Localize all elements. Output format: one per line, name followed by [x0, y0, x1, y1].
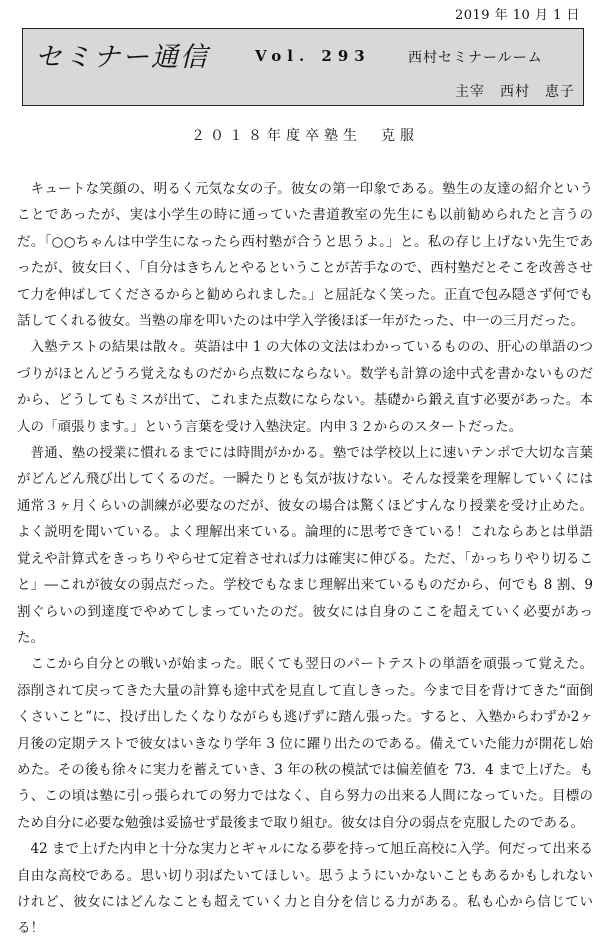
volume-number: Vol. 293	[255, 47, 371, 65]
director-name: 主宰 西村 恵子	[455, 84, 575, 100]
article-paragraph: 入塾テストの結果は散々。英語は中 1 の大体の文法はわかっているものの、肝心の単語のつづりがほとんどうろ覚えなものだから点数にならない。数学も計算の途中式を書かないものだから、どうしてもミスが出て、これまた点数にならない。基礎から鍛え直す必要があった。本人の「頑張ります。」という言葉を受け入塾決定。内申３２からのスタートだった。	[17, 339, 593, 435]
article-body	[17, 176, 593, 942]
article-paragraph: 普通、塾の授業に慣れるまでには時間がかかる。塾では学校以上に速いテンポで大切な言葉がどんどん飛び出してくるのだ。一瞬たりとも気が抜けない。そんな授業を理解していくには通常３ヶ月くらいの訓練が必要なのだが、彼女の場合は驚くほどすんなり授業を受け止めた。よく説明を聞いている。よく理解出来ている。論理的に思考できている！これならあとは単語覚えや計算式をきっちりやらせて定着させれば力は確実に伸びる。ただ、「かっちりやり切ること」―これが彼女の弱点だった。学校でもなまじ理解出来ているものだから、何でも 8 割、9 割ぐらいの到達度でやめてしまっていたのだ。彼女には自身のここを超えていく必要があった。	[17, 445, 593, 646]
newsletter-title: セミナー通信	[35, 42, 209, 73]
issue-date: 2019 年 10 月 1 日	[454, 8, 580, 23]
article-title: ２０１８年度卒塾生 克服	[191, 128, 419, 144]
newsletter-banner	[22, 28, 584, 106]
article-paragraph: 42 まで上げた内申と十分な実力とギャルになる夢を持って旭丘高校に入学。何だって出来る自由な高校である。思い切り羽ばたいてほしい。思うようにいかないこともあるかもしれないけれど、彼女にはどんなことも超えていく力と自分を信じる力がある。私も心から信じている！	[17, 841, 593, 937]
article-paragraph: ここから自分との戦いが始まった。眠くても翌日のパートテストの単語を頑張って覚えた。添削されて戻ってきた大量の計算も途中式を見直して直しきった。今まで目を背けてきた“面倒くさいこと”に、投げ出したくなりながらも逃げずに踏ん張った。すると、入塾からわずか2ヶ月後の定期テストで彼女はいきなり学年 3 位に躍り出たのである。備えていた能力が開花し始めた。その後も徐々に実力を蓄えていき、3 年の秋の模試では偏差値を 73．4 まで上げた。もう、この頃は塾に引っ張られての努力ではなく、自ら努力の出来る人間になっていた。目標のため自分に必要な勉強は妥協せず最後まで取り組む。彼女は自分の弱点を克服したのである。	[17, 656, 593, 831]
article-paragraph: キュートな笑顔の、明るく元気な女の子。彼女の第一印象である。塾生の友達の紹介ということであったが、実は小学生の時に通っていた書道教室の先生にも以前勧められたと言うのだ。「○○ちゃんは中学生になったら西村塾が合うと思うよ。」と。私の存じ上げない先生であったが、彼女曰く、「自分はきちんとやるということが苦手なので、西村塾だとそこを改善させて力を伸ばしてくださるからと勧められました。」と屈託なく笑った。正直で包み隠さず何でも話してくれる彼女。当塾の扉を叩いたのは中学入学後ほぼ一年がたった、中一の三月だった。	[17, 181, 593, 330]
school-name: 西村セミナールーム	[408, 50, 543, 66]
